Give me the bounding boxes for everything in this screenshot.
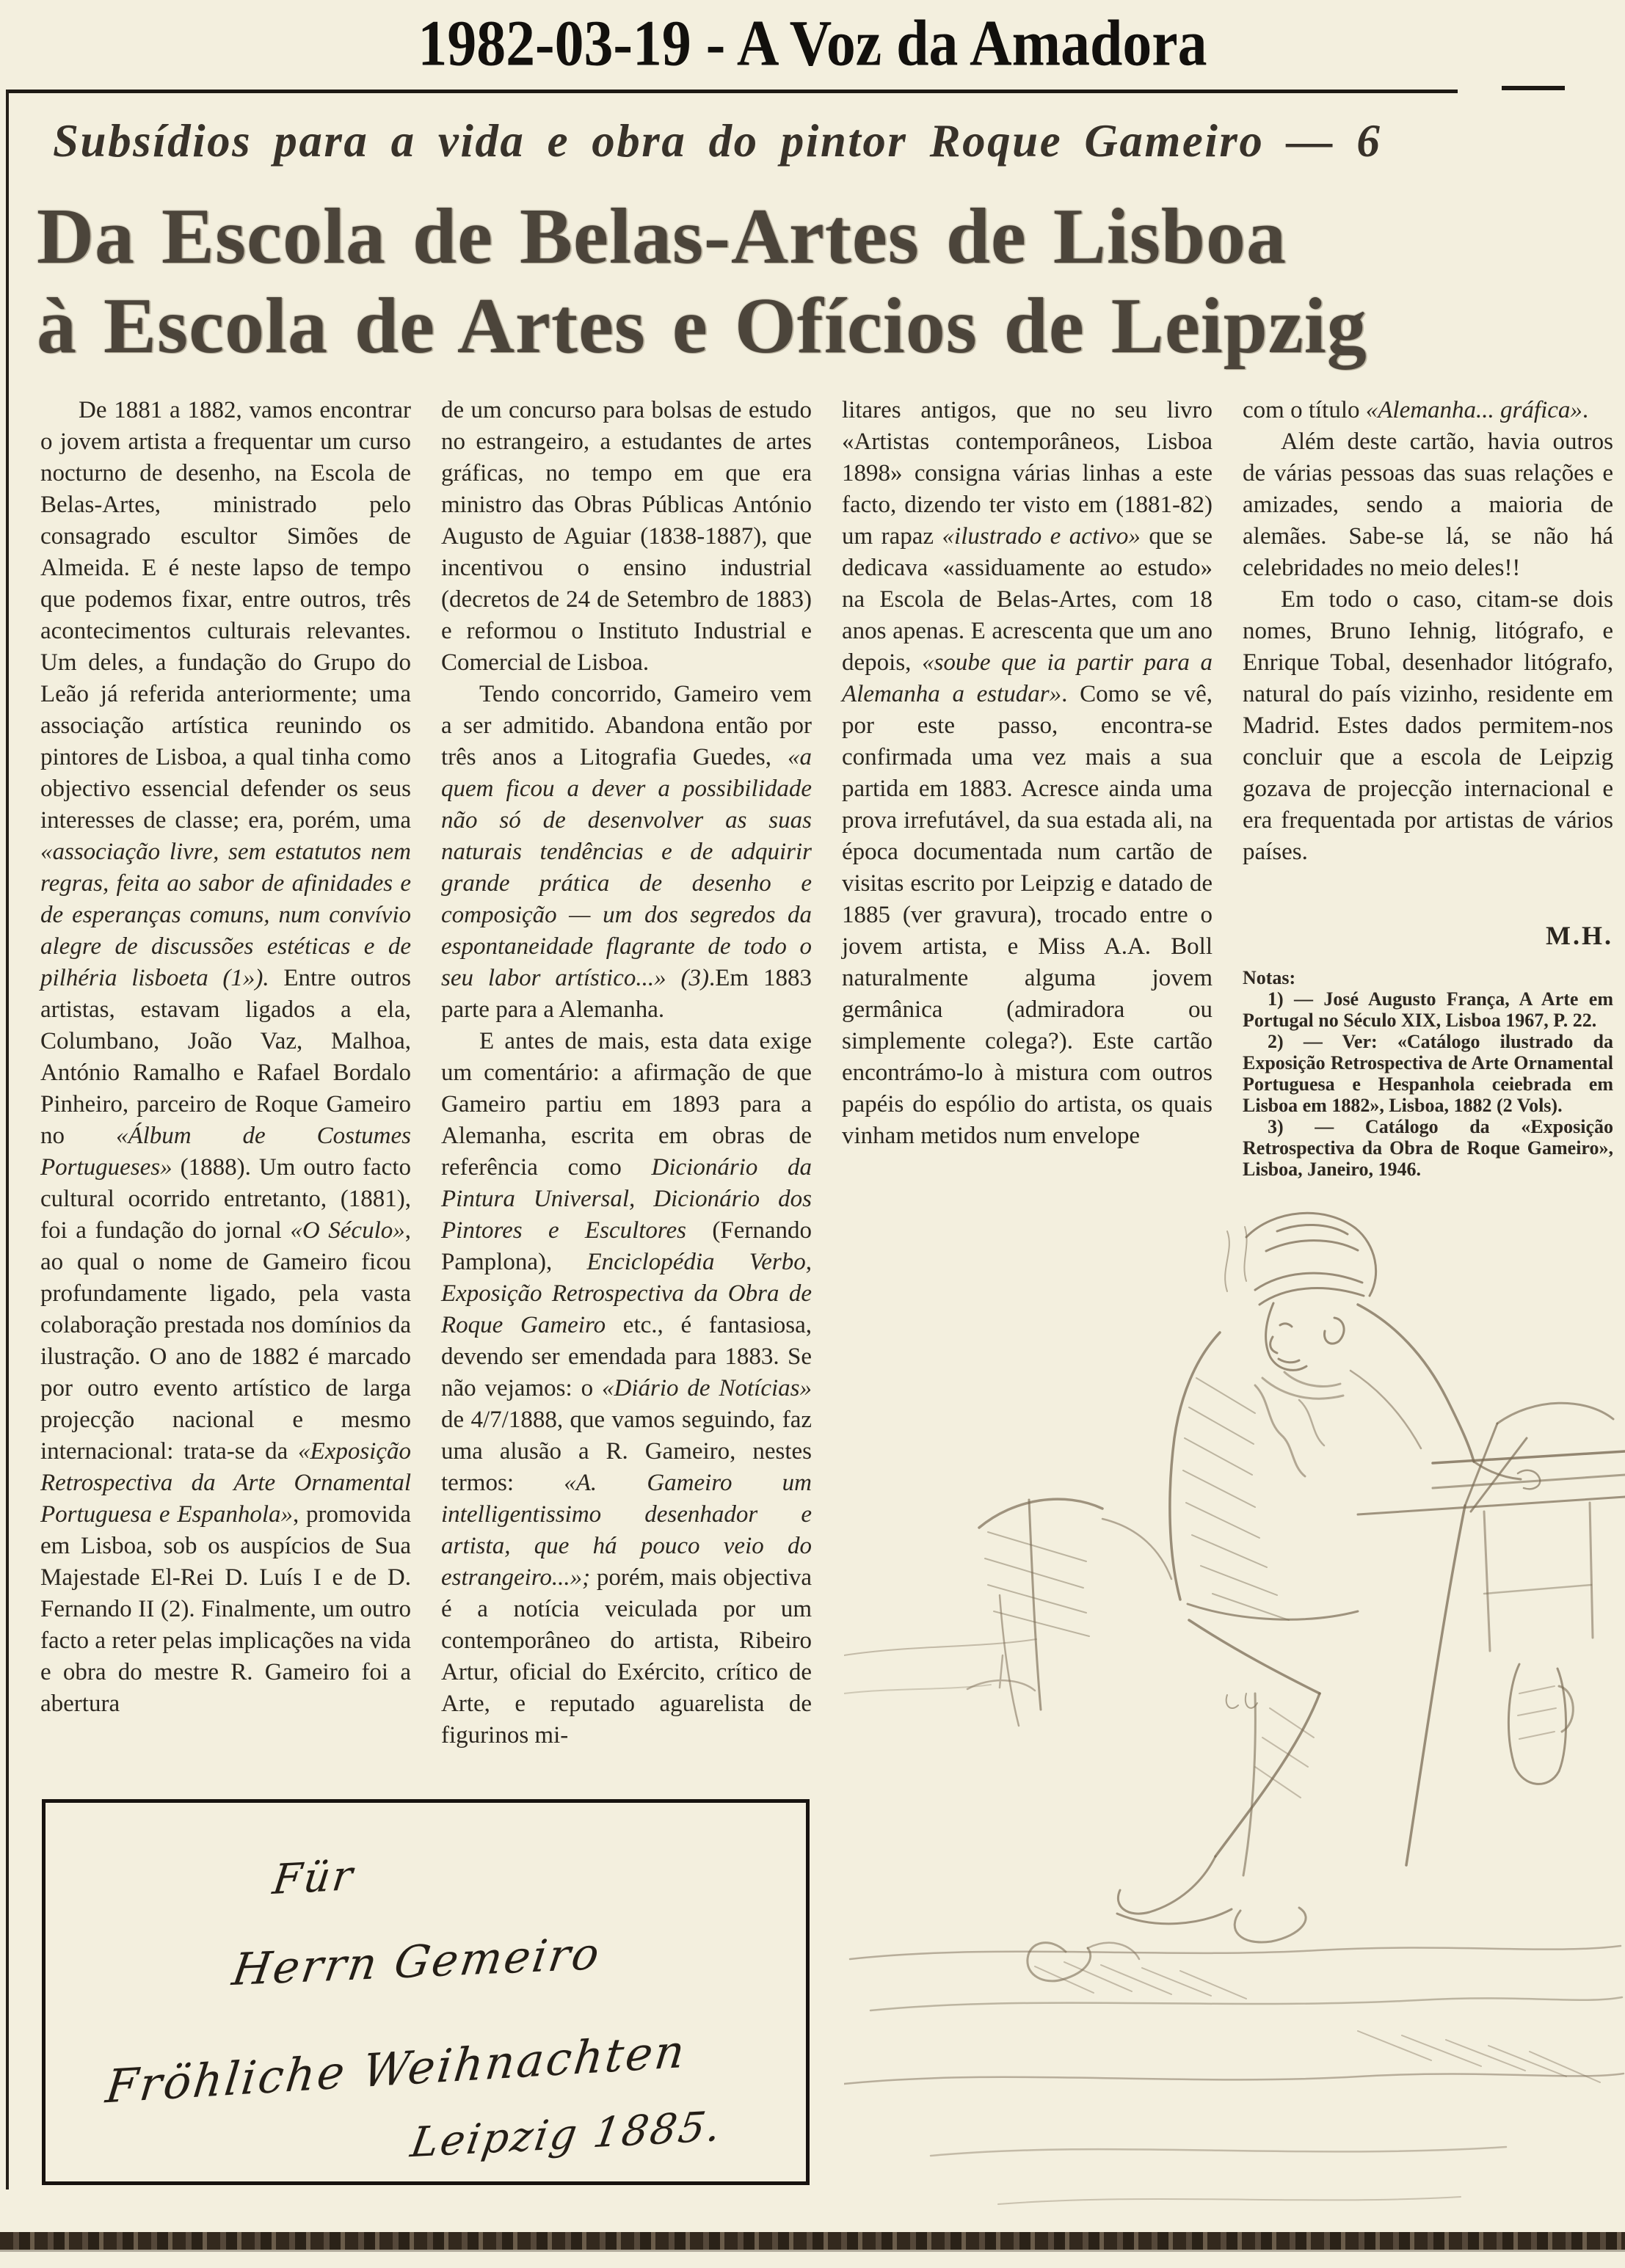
- text-segment: (1888). Um outro facto cultural ocorrido entretanto, (1881), foi a fundação do jornal: [40, 1154, 411, 1244]
- headline-line-2: à Escola de Artes e Ofícios de Leipzig: [37, 282, 1367, 370]
- note-item: 3) — Catálogo da «Exposição Retrospectiva da Obra de Roque Gameiro», Lisboa, Janeiro, 1946.: [1243, 1116, 1613, 1180]
- card-line-greeting: Fröhliche Weihnachten: [103, 2024, 690, 2114]
- text-segment: (3): [680, 965, 709, 991]
- text-segment: Em todo o caso, citam-se dois nomes, Bruno Iehnig, litógrafo, e Enrique Tobal, desenhador litógrafo, natural do país vizinho, residente em Madrid. Estes dados permitem-nos concluir que a escola de Leipzig gozava de projecção internacional e era frequentada por artistas de vários países.: [1243, 586, 1613, 865]
- text-segment: «O Século»: [290, 1217, 405, 1244]
- text-segment: com o título: [1243, 397, 1366, 423]
- text-segment: De 1881 a 1882, vamos encontrar o jovem artista a frequentar um curso nocturno de desenho, na Escola de Belas-Artes, ministrado pelo consagrado escultor Simões de Almeida. E é neste lapso de tempo que podemos fixar, entre outros, três acontecimentos culturais relevantes. Um deles, a fundação do Grupo do Leão já referida anteriormente; uma associação artística reunindo os pintores de Lisboa, a qual tinha como objectivo essencial defender os seus interesses de classe; era, porém, uma: [40, 397, 411, 834]
- text-segment: .Em 1883 parte para a Alemanha.: [441, 965, 812, 1023]
- left-border-rule: [6, 90, 9, 2189]
- text-segment: «Alemanha... gráfica»: [1365, 397, 1582, 423]
- text-segment: Tendo concorrido, Gameiro vem a ser admitido. Abandona então por três anos a Litografia Guedes,: [441, 681, 812, 770]
- text-segment: «associação livre, sem estatutos nem regras, feita ao sabor de afinidades e de esperanças comuns, num convívio alegre de discussões estéticas e de pilhéria lisboeta (1»).: [40, 839, 411, 991]
- paragraph: [441, 679, 812, 1026]
- text-segment: etc., é fantasiosa, devendo ser emendada para 1883. Se não vejamos: o: [441, 1312, 812, 1401]
- text-segment: «Álbum de Costumes Portugueses»: [40, 1123, 411, 1181]
- text-segment: . Como se vê, por este passo, encontra-se confirmada uma vez mais a sua partida em 1883. Acresce ainda uma prova irrefutável, da sua estada ali, na época documentada num cartão de visitas escrito por Leipzig e datado de 1885 (ver gravura), trocado entre o jovem artista, e Miss A.A. Boll naturalmente alguma jovem germânica (admiradora ou simplemente colega?). Este cartão encontrámo-lo à mistura com outros papéis do espólio do artista, os quais vinham metidos num envelope: [842, 681, 1213, 1149]
- text-segment: .: [1582, 397, 1589, 423]
- etching-illustration: [844, 1180, 1625, 2266]
- text-segment: Entre outros artistas, estavam ligados a ela, Columbano, João Vaz, Malhoa, António Ramalho e Rafael Bordalo Pinheiro, parceiro de Roque Gameiro no: [40, 965, 411, 1149]
- paragraph: [842, 395, 1213, 1152]
- article-column-1: [40, 395, 411, 1720]
- article-column-4: [1243, 395, 1613, 868]
- note-item: 2) — Ver: «Catálogo ilustrado da Exposição Retrospectiva de Arte Ornamental Portuguesa e Hespanhola ceiebrada em Lisboa em 1882», Lisboa, 1882 (2 Vols).: [1243, 1031, 1613, 1116]
- figure-legs-sketch: [1117, 1620, 1320, 1942]
- text-segment: «Diário de Notícias»: [602, 1375, 812, 1401]
- top-rule-dash: [1502, 86, 1565, 90]
- article-kicker: Subsídios para a vida e obra do pintor Roque Gameiro — 6: [53, 115, 1382, 167]
- notes-heading: Notas:: [1243, 967, 1296, 988]
- paragraph: [1243, 426, 1613, 584]
- chair-sketch: [979, 1499, 1171, 1726]
- text-segment: , ao qual o nome de Gameiro ficou profundamente ligado, pela vasta colaboração prestada nos domínios da ilustração. O ano de 1882 é marcado por outro evento artístico de larga projecção nacional e mesmo internacional: trata-se da: [40, 1217, 411, 1465]
- note-item: 1) — José Augusto França, A Arte em Portugal no Século XIX, Lisboa 1967, P. 22.: [1243, 988, 1613, 1031]
- handwritten-card: [42, 1799, 810, 2185]
- text-segment: , promovida em Lisboa, sob os auspícios de Sua Majestade El-Rei D. Luís I e de D. Fernando II (2). Finalmente, um outro facto a reter pelas implicações na vida e obra do mestre R. Gameiro foi a abertura: [40, 1501, 411, 1717]
- paragraph: [441, 1026, 812, 1751]
- ground-sketch: [844, 1639, 1624, 2204]
- card-line-place-date: Leipzig 1885.: [407, 2102, 727, 2167]
- text-segment: porém, mais objectiva é a notícia veiculada por um contemporâneo do artista, Ribeiro Artur, oficial do Exército, crítico de Arte, e reputado aguarelista de figurinos mi-: [441, 1564, 812, 1749]
- article-signature-row: [1243, 901, 1613, 952]
- author-initials: M.H.: [1546, 921, 1613, 950]
- text-segment: «soube que ia partir para a Alemanha a estudar»: [842, 649, 1213, 707]
- text-segment: Além deste cartão, havia outros de várias pessoas das suas relações e amizades, sendo a maioria de alemães. Sabe-se lá, se não há celebridades no meio deles!!: [1243, 429, 1613, 581]
- card-line-fur: Für: [270, 1851, 357, 1905]
- text-segment: que se dedicava «assiduamente ao estudo» na Escola de Belas-Artes, com 18 anos apenas. E acrescenta que um ano depois,: [842, 523, 1213, 676]
- figure-body-sketch: [1170, 1305, 1540, 1620]
- text-segment: «a quem ficou a dever a possibilidade não só de desenvolver as suas naturais tendências e de adquirir grande prática de desenho e composição — um dos segredos da espontaneidade flagrante de todo o seu labor artístico...»: [441, 744, 812, 991]
- paragraph: [1243, 584, 1613, 868]
- text-segment: «A. Gameiro um intelligentissimo desenhador e artista, que há pouco veio do estrangeiro...»;: [441, 1470, 812, 1591]
- top-rule: [6, 90, 1458, 93]
- text-segment: E antes de mais, esta data exige um comentário: a afirmação de que Gameiro partiu em 1893 para a Alemanha, escrita em obras de referência como: [441, 1028, 812, 1181]
- text-segment: «ilustrado e activo»: [942, 523, 1141, 550]
- text-segment: de 4/7/1888, que vamos seguindo, faz uma alusão a R. Gameiro, nestes termos:: [441, 1407, 812, 1496]
- notes-section: [1243, 967, 1613, 1180]
- scan-title: 1982-03-19 - A Voz da Amadora: [418, 7, 1207, 80]
- text-segment: Dicionário da Pintura Universal, Dicionário dos Pintores e Escultores: [441, 1154, 812, 1244]
- card-line-addressee: Herrn Gemeiro: [228, 1928, 605, 1997]
- bottom-torn-edge: [0, 2232, 1625, 2250]
- paragraph: [1243, 395, 1613, 426]
- paragraph: [441, 395, 812, 679]
- text-segment: (Fernando Pamplona),: [441, 1217, 812, 1275]
- smoke-sketch: [1225, 1227, 1246, 1291]
- text-segment: litares antigos, que no seu livro «Artistas contemporâneos, Lisboa 1898» consigna várias linhas a este facto, dizendo ter visto em (1881-82) um rapaz: [842, 397, 1213, 550]
- figure-head-sketch: [1246, 1213, 1376, 1399]
- headline-line-1: Da Escola de Belas-Artes de Lisboa: [37, 193, 1287, 280]
- article-headline: [37, 192, 1367, 371]
- article-column-2: [441, 395, 812, 1751]
- text-segment: de um concurso para bolsas de estudo no estrangeiro, a estudantes de artes gráficas, no tempo em que era ministro das Obras Públicas António Augusto de Aguiar (1838-1887), que incentivou o ensino industrial (decretos de 24 de Setembro de 1883) e reformou o Instituto Industrial e Comercial de Lisboa.: [441, 397, 812, 676]
- paragraph: [40, 395, 411, 1720]
- text-segment: «Exposição Retrospectiva da Arte Ornamental Portuguesa e Espanhola»: [40, 1438, 411, 1528]
- article-column-3: [842, 395, 1213, 1152]
- text-segment: Enciclopédia Verbo, Exposição Retrospectiva da Obra de Roque Gameiro: [441, 1249, 812, 1338]
